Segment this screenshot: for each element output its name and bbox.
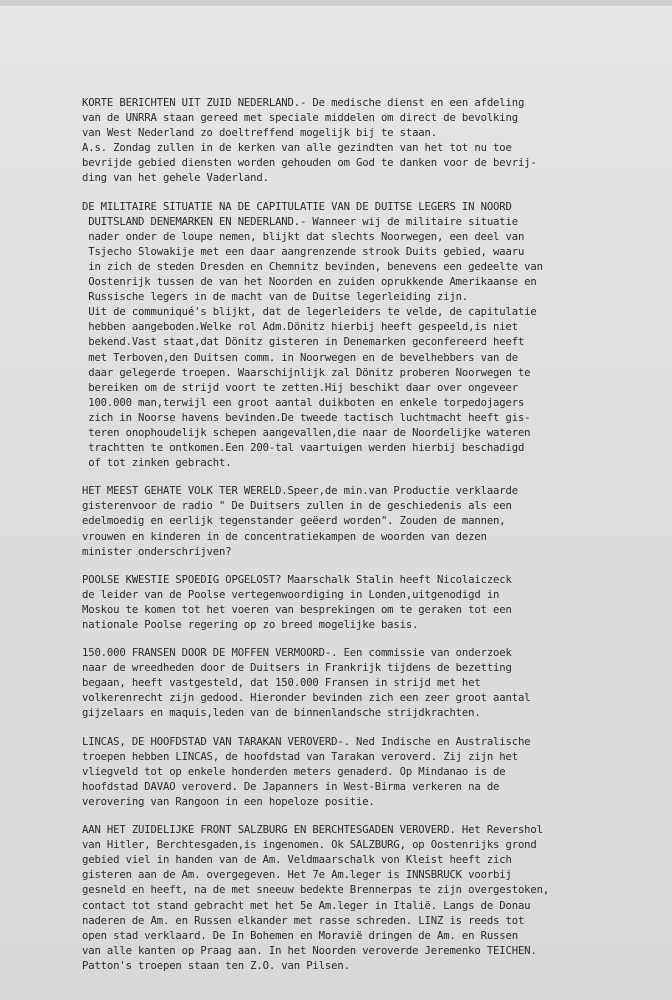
paragraph-zuid-nederland [82,96,602,187]
paragraph-line: bekend.Vast staat,dat Dönitz gisteren in Denemarken geconfereerd heeft [82,336,525,349]
paragraph-gehate-volk [82,484,602,559]
paragraph-line: van de UNRRA staan gereed met speciale middelen om direct de bevolking [82,112,518,125]
paragraph-line: verovering van Rangoon in een hopeloze positie. [82,795,375,808]
paragraph-line: volkerenrecht zijn gedood. Hieronder bevinden zich een zeer groot aantal [82,692,531,705]
paragraph-line: DUITSLAND DENEMARKEN EN NEDERLAND.- Wanneer wij de militaire situatie [82,215,518,228]
paragraph-line: 100.000 man,terwijl een groot aantal duikboten en enkele torpedojagers [82,396,525,409]
paragraph-line: in zich de steden Dresden en Chemnitz bevinden, benevens een gedeelte van [82,260,543,273]
paragraph-line: 150.000 FRANSEN DOOR DE MOFFEN VERMOORD-. Een commissie van onderzoek [82,647,512,660]
paragraph-line: gebied viel in handen van de Am. Veldmaarschalk von Kleist heeft zich [82,854,512,867]
paragraph-line: teren onophoudelijk schepen aangevallen,die naar de Noordelijke wateren [82,426,531,439]
paragraph-line: vrouwen en kinderen in de concentratiekampen de woorden van dezen [82,530,487,543]
paragraph-line: Patton's troepen staan ten Z.O. van Pilsen. [82,959,350,972]
paragraph-line: hebben aangeboden.Welke rol Adm.Dönitz hierbij heeft gespeeld,is niet [82,321,518,334]
paragraph-fransen [82,646,602,721]
paragraph-line: de leider van de Poolse vertegenwoordiging in Londen,uitgenodigd in [82,588,500,601]
paragraph-line: bereiken om de strijd voort te zetten.Hij beschikt daar over ongeveer [82,381,518,394]
paragraph-line: edelmoedig en eerlijk tegenstander geëerd worden". Zouden de mannen, [82,515,506,528]
paragraph-line: begaan, heeft vastgesteld, dat 150.000 Fransen in strijd met het [82,677,481,690]
paragraph-line: bevrijde gebied diensten worden gehouden om God te danken voor de bevrij- [82,157,537,170]
paragraph-line: minister onderschrijven? [82,545,232,558]
paragraph-line: gisterenvoor de radio " De Duitsers zullen in de geschiedenis als een [82,500,512,513]
paragraph-line: Moskou te komen tot het voeren van besprekingen om te geraken tot een [82,603,512,616]
paragraph-line: naar de wreedheden door de Duitsers in Frankrijk tijdens de bezetting [82,662,512,675]
paragraph-line: naderen de Am. en Russen elkander met rasse schreden. LINZ is reeds tot [82,914,525,927]
paragraph-lincas [82,735,602,810]
paragraph-line: trachtten te ontkomen.Een 200-tal vaartuigen werden hierbij beschadigd [82,442,525,455]
paragraph-line: contact tot stand gebracht met het 5e Am.leger in Italië. Langs de Donau [82,899,531,912]
paragraph-line: DE MILITAIRE SITUATIE NA DE CAPITULATIE VAN DE DUITSE LEGERS IN NOORD [82,200,512,213]
paragraph-line: daar gelegerde troepen. Waarschijnlijk zal Dönitz proberen Noorwegen te [82,366,531,379]
paragraph-line: gisteren aan de Am. overgegeven. Het 7e Am.leger is INNSBRUCK voorbij [82,869,512,882]
document-body [82,96,602,987]
paragraph-line: open stad verklaard. De In Bohemen en Moravië dringen de Am. en Russen [82,929,518,942]
paragraph-line: zich in Noorse havens bevinden.De tweede tactisch luchtmacht heeft gis- [82,411,531,424]
paragraph-line: hoofdstad DAVAO veroverd. De Japanners in West-Birma verkeren na de [82,780,500,793]
paragraph-line: ding van het gehele Vaderland. [82,172,269,185]
paragraph-line: van Hitler, Berchtesgaden,is ingenomen. Ok SALZBURG, op Oostenrijks grond [82,839,537,852]
paragraph-line: gijzelaars en maquis,leden van de binnenlandsche strijdkrachten. [82,707,481,720]
paragraph-line: Russische legers in de macht van de Duitse legerleiding zijn. [82,291,469,304]
paragraph-line: nationale Poolse regering op zo breed mogelijke basis. [82,619,419,631]
paper-top-edge [0,0,672,6]
paragraph-line: gesneld en heeft, na de met sneeuw bedekte Brennerpas te zijn overgestoken, [82,884,550,897]
paragraph-line: troepen hebben LINCAS, de hoofdstad van Tarakan veroverd. Zij zijn het [82,750,518,763]
paragraph-militaire-situatie [82,200,602,472]
paragraph-zuidelijke-front [82,823,602,974]
paragraph-line: van West Nederland zo doeltreffend mogelijk bij te staan. [82,127,437,140]
paragraph-line: of tot zinken gebracht. [82,457,232,470]
paragraph-line: HET MEEST GEHATE VOLK TER WERELD.Speer,de min.van Productie verklaarde [82,485,518,498]
paragraph-line: met Terboven,den Duitsen comm. in Noorwegen en de bevelhebbers van de [82,351,518,364]
paragraph-line: Oostenrijk tussen de van het Noorden en zuiden oprukkende Amerikaanse en [82,276,537,289]
paragraph-line: nader onder de loupe nemen, blijkt dat slechts Noorwegen, een deel van [82,230,525,243]
paragraph-line: van alle kanten op Praag aan. In het Noorden veroverde Jeremenko TEICHEN. [82,944,537,957]
paragraph-line: A.s. Zondag zullen in de kerken van alle gezindten van het tot nu toe [82,142,512,155]
paragraph-line: AAN HET ZUIDELIJKE FRONT SALZBURG EN BERCHTESGADEN VEROVERD. Het Revershol [82,824,543,837]
paragraph-line: vliegveld tot op enkele honderden meters genaderd. Op Mindanao is de [82,765,506,778]
paragraph-line: KORTE BERICHTEN UIT ZUID NEDERLAND.- De medische dienst en een afdeling [82,97,525,109]
paragraph-line: POOLSE KWESTIE SPOEDIG OPGELOST? Maarschalk Stalin heeft Nicolaiczeck [82,573,512,586]
paragraph-line: LINCAS, DE HOOFDSTAD VAN TARAKAN VEROVERD-. Ned Indische en Australische [82,735,531,748]
paragraph-line: Uit de communiqué's blijkt, dat de legerleiders te velde, de capitulatie [82,306,537,319]
paragraph-poolse-kwestie [82,573,602,633]
paragraph-line: Tsjecho Slowakije met een daar aangrenzende strook Duits gebied, waaru [82,245,525,258]
